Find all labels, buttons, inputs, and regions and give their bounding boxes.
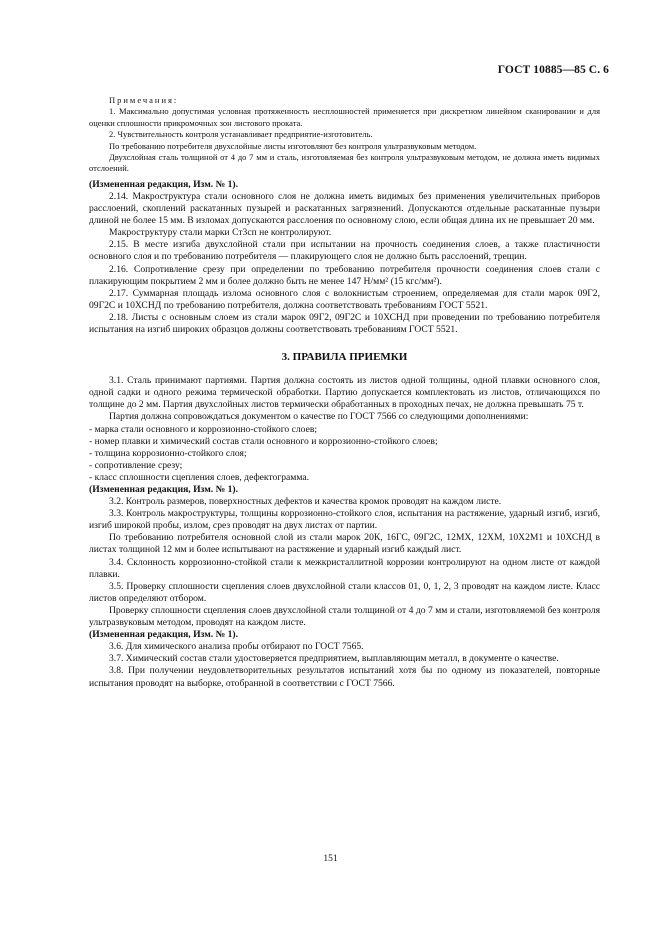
note-1: 1. Максимально допустимая условная протяженность несплошностей применяется при дискретном линейном сканировании и для оценки сплошности прикромочных зон листового проката. <box>89 106 600 128</box>
list-item: - сопротивление срезу; <box>89 459 183 471</box>
note-2: 2. Чувствительность контроля устанавливает предприятие-изготовитель. <box>109 129 373 140</box>
clause-2-14: 2.14. Макроструктура стали основного слоя не должна иметь видимых без применения увеличительных приборов расслоений, скоплений раскатанных пузырей и раскатанных загрязнений. Допускаются отдельные раскатанные пузыри длиной не более 15 мм. В изломах допускаются расслоения по основному слою, если общая длина их не превышает 20 мм. <box>89 190 600 227</box>
clause-2-17: 2.17. Суммарная площадь излома основного слоя с волокнистым строением, определяемая для стали марок 09Г2, 09Г2С и 10ХСНД по требованию потребителя, должна соответствовать требованиям ГОСТ 5521. <box>89 287 600 311</box>
amendment-note: (Измененная редакция, Изм. № 1). <box>89 629 239 641</box>
clause-3-1b: Партия должна сопровождаться документом о качестве по ГОСТ 7566 со следующими дополнениями: <box>109 411 529 423</box>
clause-3-4: 3.4. Склонность коррозионно-стойкой стали к межкристаллитной коррозии контролируют на одном листе от каждой плавки. <box>89 556 600 580</box>
clause-3-6: 3.6. Для химического анализа пробы отбирают по ГОСТ 7565. <box>109 641 364 653</box>
clause-3-5b: Проверку сплошности сцепления слоев двухслойной стали толщиной от 4 до 7 мм и стали, изготовляемой без контроля ультразвуковым методом, проводят на каждом листе. <box>89 604 600 629</box>
notes-heading: Примечания: <box>109 95 179 105</box>
page-number: 151 <box>323 854 338 864</box>
list-item: - номер плавки и химический состав стали основного и коррозионно-стойкого слоев; <box>89 435 438 447</box>
clause-3-2: 3.2. Контроль размеров, поверхностных дефектов и качества кромок проводят на каждом листе. <box>109 496 502 508</box>
section-title: 3. ПРАВИЛА ПРИЕМКИ <box>281 351 408 364</box>
page-header: ГОСТ 10885—85 С. 6 <box>497 64 609 76</box>
clause-3-7: 3.7. Химический состав стали удостоверяется предприятием, выплавляющим металл, в документе о качестве. <box>109 653 559 665</box>
clause-2-15: 2.15. В месте изгиба двухслойной стали при испытании на прочность соединения слоев, а также пластичности основного слоя и по требованию потребителя — плакирующего слоя не должно быть расслоений, трещин. <box>89 239 600 263</box>
list-item: - марка стали основного и коррозионно-стойкого слоев; <box>89 423 318 435</box>
clause-2-16: 2.16. Сопротивление срезу при определении по требованию потребителя прочности соединения слоев стали с плакирующим покрытием 2 мм и более должно быть не менее 147 Н/мм² (15 кгс/мм²). <box>89 263 600 287</box>
clause-3-8: 3.8. При получении неудовлетворительных результатов испытаний хотя бы по одному из показателей, повторные испытания проводят на выборке, отобранной в соответствии с ГОСТ 7566. <box>89 665 600 689</box>
clause-3-3: 3.3. Контроль макроструктуры, толщины коррозионно-стойкого слоя, испытания на растяжение, ударный изгиб, изгиб, изгиб широкой пробы, излом, срез проводят на двух листах от партии. <box>89 508 600 532</box>
notes-block <box>89 95 600 175</box>
list-item: - класс сплошности сцепления слоев, дефектограмма. <box>89 471 310 483</box>
clause-3-1: 3.1. Сталь принимают партиями. Партия должна состоять из листов одной толщины, одной плавки основного слоя, одной садки и одного режима термической обработки. Партию допускается комплектовать из листов, отличающихся по толщине до 2 мм. Партия двухслойных листов термически обработанных в проходных печах, не должна превышать 75 т. <box>89 375 600 411</box>
list-item: - толщина коррозионно-стойкого слоя; <box>89 447 247 459</box>
amendment-note: (Измененная редакция, Изм. № 1). <box>89 484 239 495</box>
clause-2-14b: Макроструктуру стали марки Ст3сп не контролируют. <box>109 227 332 239</box>
page-content <box>89 95 600 690</box>
clause-2-18: 2.18. Листы с основным слоем из стали марок 09Г2, 09Г2С и 10ХСНД при проведении по требованию потребителя испытания на изгиб широких образцов должны соответствовать требованиям ГОСТ 5521. <box>89 311 600 335</box>
clause-3-5: 3.5. Проверку сплошности сцепления слоев двухслойной стали классов 01, 0, 1, 2, 3 проводят на каждом листе. Класс листов определяют отбором. <box>89 580 600 604</box>
amendment-note: (Измененная редакция, Изм. № 1). <box>89 178 239 190</box>
note-3: По требованию потребителя двухслойные листы изготовляют без контроля ультразвуковым методом. <box>109 140 477 151</box>
note-4: Двухслойная сталь толщиной от 4 до 7 мм и сталь, изготовляемая без контроля ультразвуковым методом, не должна иметь видимых отслоений. <box>89 152 600 174</box>
clause-3-3b: По требованию потребителя основной слой из стали марок 20К, 16ГС, 09Г2С, 12МХ, 12ХМ, 10Х2М1 и 10ХСНД в листах толщиной 12 мм и более испытывают на растяжение и ударный изгиб каждый лист. <box>89 532 600 556</box>
